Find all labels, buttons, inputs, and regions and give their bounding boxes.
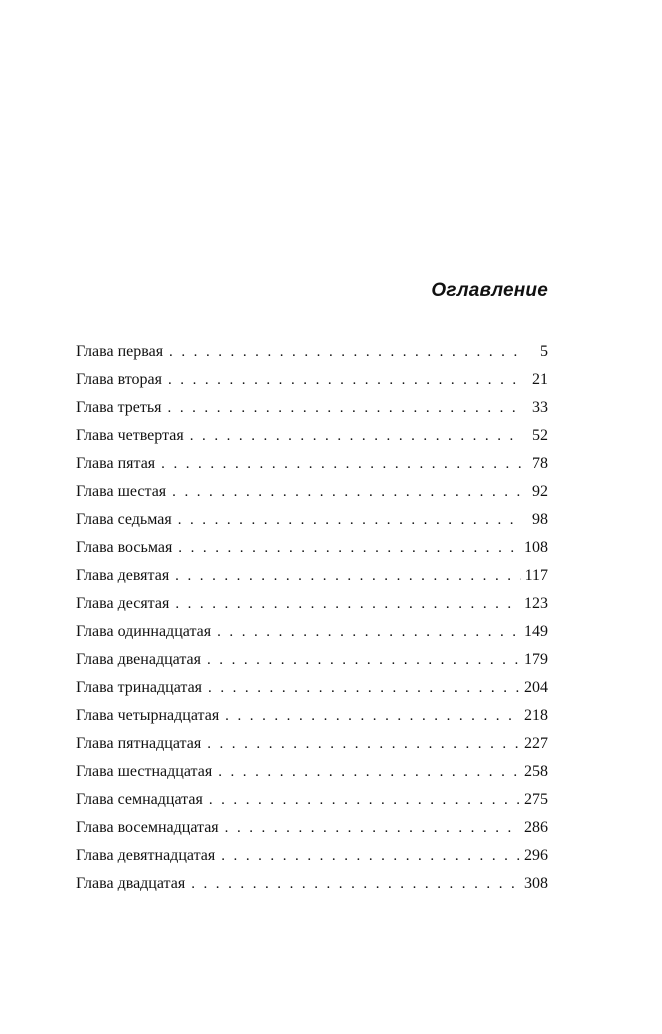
page-number: 275 [524,791,548,808]
toc-entry[interactable] [76,730,548,758]
table-of-contents [76,338,548,898]
page-number: 108 [524,539,548,556]
chapter-title: Глава вторая [76,371,162,388]
toc-entry[interactable] [76,338,548,366]
page-number: 92 [532,483,548,500]
toc-entry[interactable] [76,450,548,478]
chapter-title: Глава тринадцатая [76,679,203,696]
toc-entry[interactable] [76,842,548,870]
toc-entry[interactable] [76,394,548,422]
dot-leader [225,814,520,842]
dot-leader [207,646,520,674]
chapter-title: Глава четвертая [76,427,184,444]
page-number: 98 [532,511,548,528]
dot-leader [207,730,520,758]
chapter-title: Глава первая [76,343,164,360]
chapter-title: Глава пятая [76,455,156,472]
dot-leader [175,562,520,590]
toc-entry[interactable] [76,674,548,702]
chapter-title: Глава восьмая [76,539,173,556]
dot-leader [209,786,520,814]
chapter-title: Глава восемнадцатая [76,819,219,836]
dot-leader [178,534,520,562]
chapter-title: Глава третья [76,399,162,416]
toc-entry[interactable] [76,786,548,814]
dot-leader [191,870,520,898]
chapter-title: Глава девятая [76,567,170,584]
dot-leader [172,478,522,506]
dot-leader [218,758,520,786]
page-number: 179 [524,651,548,668]
toc-entry[interactable] [76,870,548,898]
toc-entry[interactable] [76,534,548,562]
page-number: 286 [524,819,548,836]
toc-entry[interactable] [76,422,548,450]
chapter-title: Глава десятая [76,595,170,612]
chapter-title: Глава седьмая [76,511,172,528]
page-number: 258 [524,763,548,780]
page-number: 33 [532,399,548,416]
chapter-title: Глава шестнадцатая [76,763,213,780]
dot-leader [175,590,520,618]
chapter-title: Глава пятнадцатая [76,735,202,752]
page-number: 227 [524,735,548,752]
chapter-title: Глава девятнадцатая [76,847,216,864]
dot-leader [169,338,522,366]
dot-leader [168,366,522,394]
chapter-title: Глава двадцатая [76,875,186,892]
chapter-title: Глава четырнадцатая [76,707,220,724]
page-number: 218 [524,707,548,724]
toc-entry[interactable] [76,366,548,394]
page-number: 296 [524,847,548,864]
dot-leader [208,674,520,702]
dot-leader [168,394,522,422]
toc-entry[interactable] [76,814,548,842]
page-number: 78 [532,455,548,472]
chapter-title: Глава двенадцатая [76,651,201,668]
page-number: 52 [532,427,548,444]
page-number: 117 [524,567,548,584]
toc-entry[interactable] [76,758,548,786]
dot-leader [217,618,520,646]
toc-entry[interactable] [76,590,548,618]
page-number: 308 [524,875,548,892]
page-number: 123 [524,595,548,612]
page-number: 149 [524,623,548,640]
dot-leader [161,450,522,478]
toc-entry[interactable] [76,478,548,506]
chapter-title: Глава шестая [76,483,167,500]
page-number: 5 [540,343,548,360]
page-number: 204 [524,679,548,696]
toc-entry[interactable] [76,618,548,646]
dot-leader [221,842,520,870]
toc-entry[interactable] [76,702,548,730]
dot-leader [190,422,522,450]
chapter-title: Глава одиннадцатая [76,623,212,640]
toc-entry[interactable] [76,506,548,534]
chapter-title: Глава семнадцатая [76,791,203,808]
toc-entry[interactable] [76,646,548,674]
toc-entry[interactable] [76,562,548,590]
dot-leader [225,702,520,730]
dot-leader [178,506,522,534]
page-number: 21 [532,371,548,388]
toc-heading: Оглавление [431,280,548,301]
